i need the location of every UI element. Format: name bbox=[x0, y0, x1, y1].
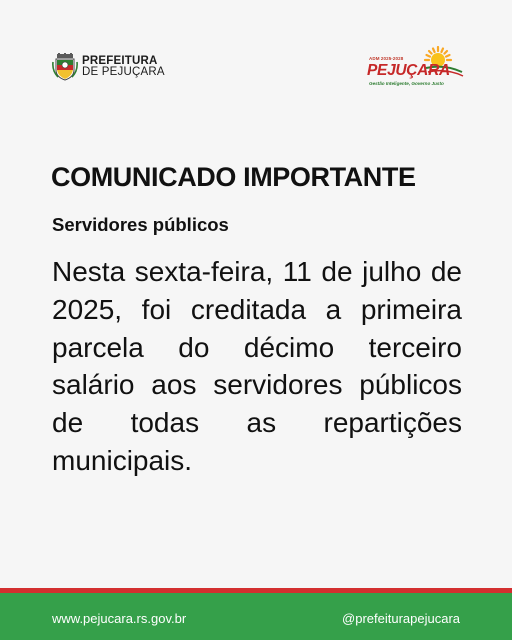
administration-period: ADM 2025-2028 bbox=[369, 56, 404, 61]
page-subtitle: Servidores públicos bbox=[52, 214, 229, 235]
administration-tagline: Gestão Inteligente, Governo Justo bbox=[369, 81, 444, 86]
prefeitura-logo-line1: PREFEITURA bbox=[82, 55, 158, 67]
page-title: COMUNICADO IMPORTANTE bbox=[51, 162, 416, 192]
website-link[interactable]: www.pejucara.rs.gov.br bbox=[52, 611, 187, 626]
social-handle[interactable]: @prefeiturapejucara bbox=[342, 611, 460, 626]
announcement-body: Nesta sexta-feira, 11 de julho de 2025, foi creditada a primeira parcela do décimo terceiro salário aos servidores públicos de todas as repartições municipais. bbox=[52, 256, 462, 476]
coat-of-arms-icon bbox=[52, 53, 78, 81]
administration-logo bbox=[366, 46, 466, 90]
prefeitura-logo bbox=[52, 53, 165, 81]
prefeitura-logo-line2: DE PEJUÇARA bbox=[82, 66, 165, 78]
administration-brand: PEJUÇARA bbox=[367, 62, 450, 79]
